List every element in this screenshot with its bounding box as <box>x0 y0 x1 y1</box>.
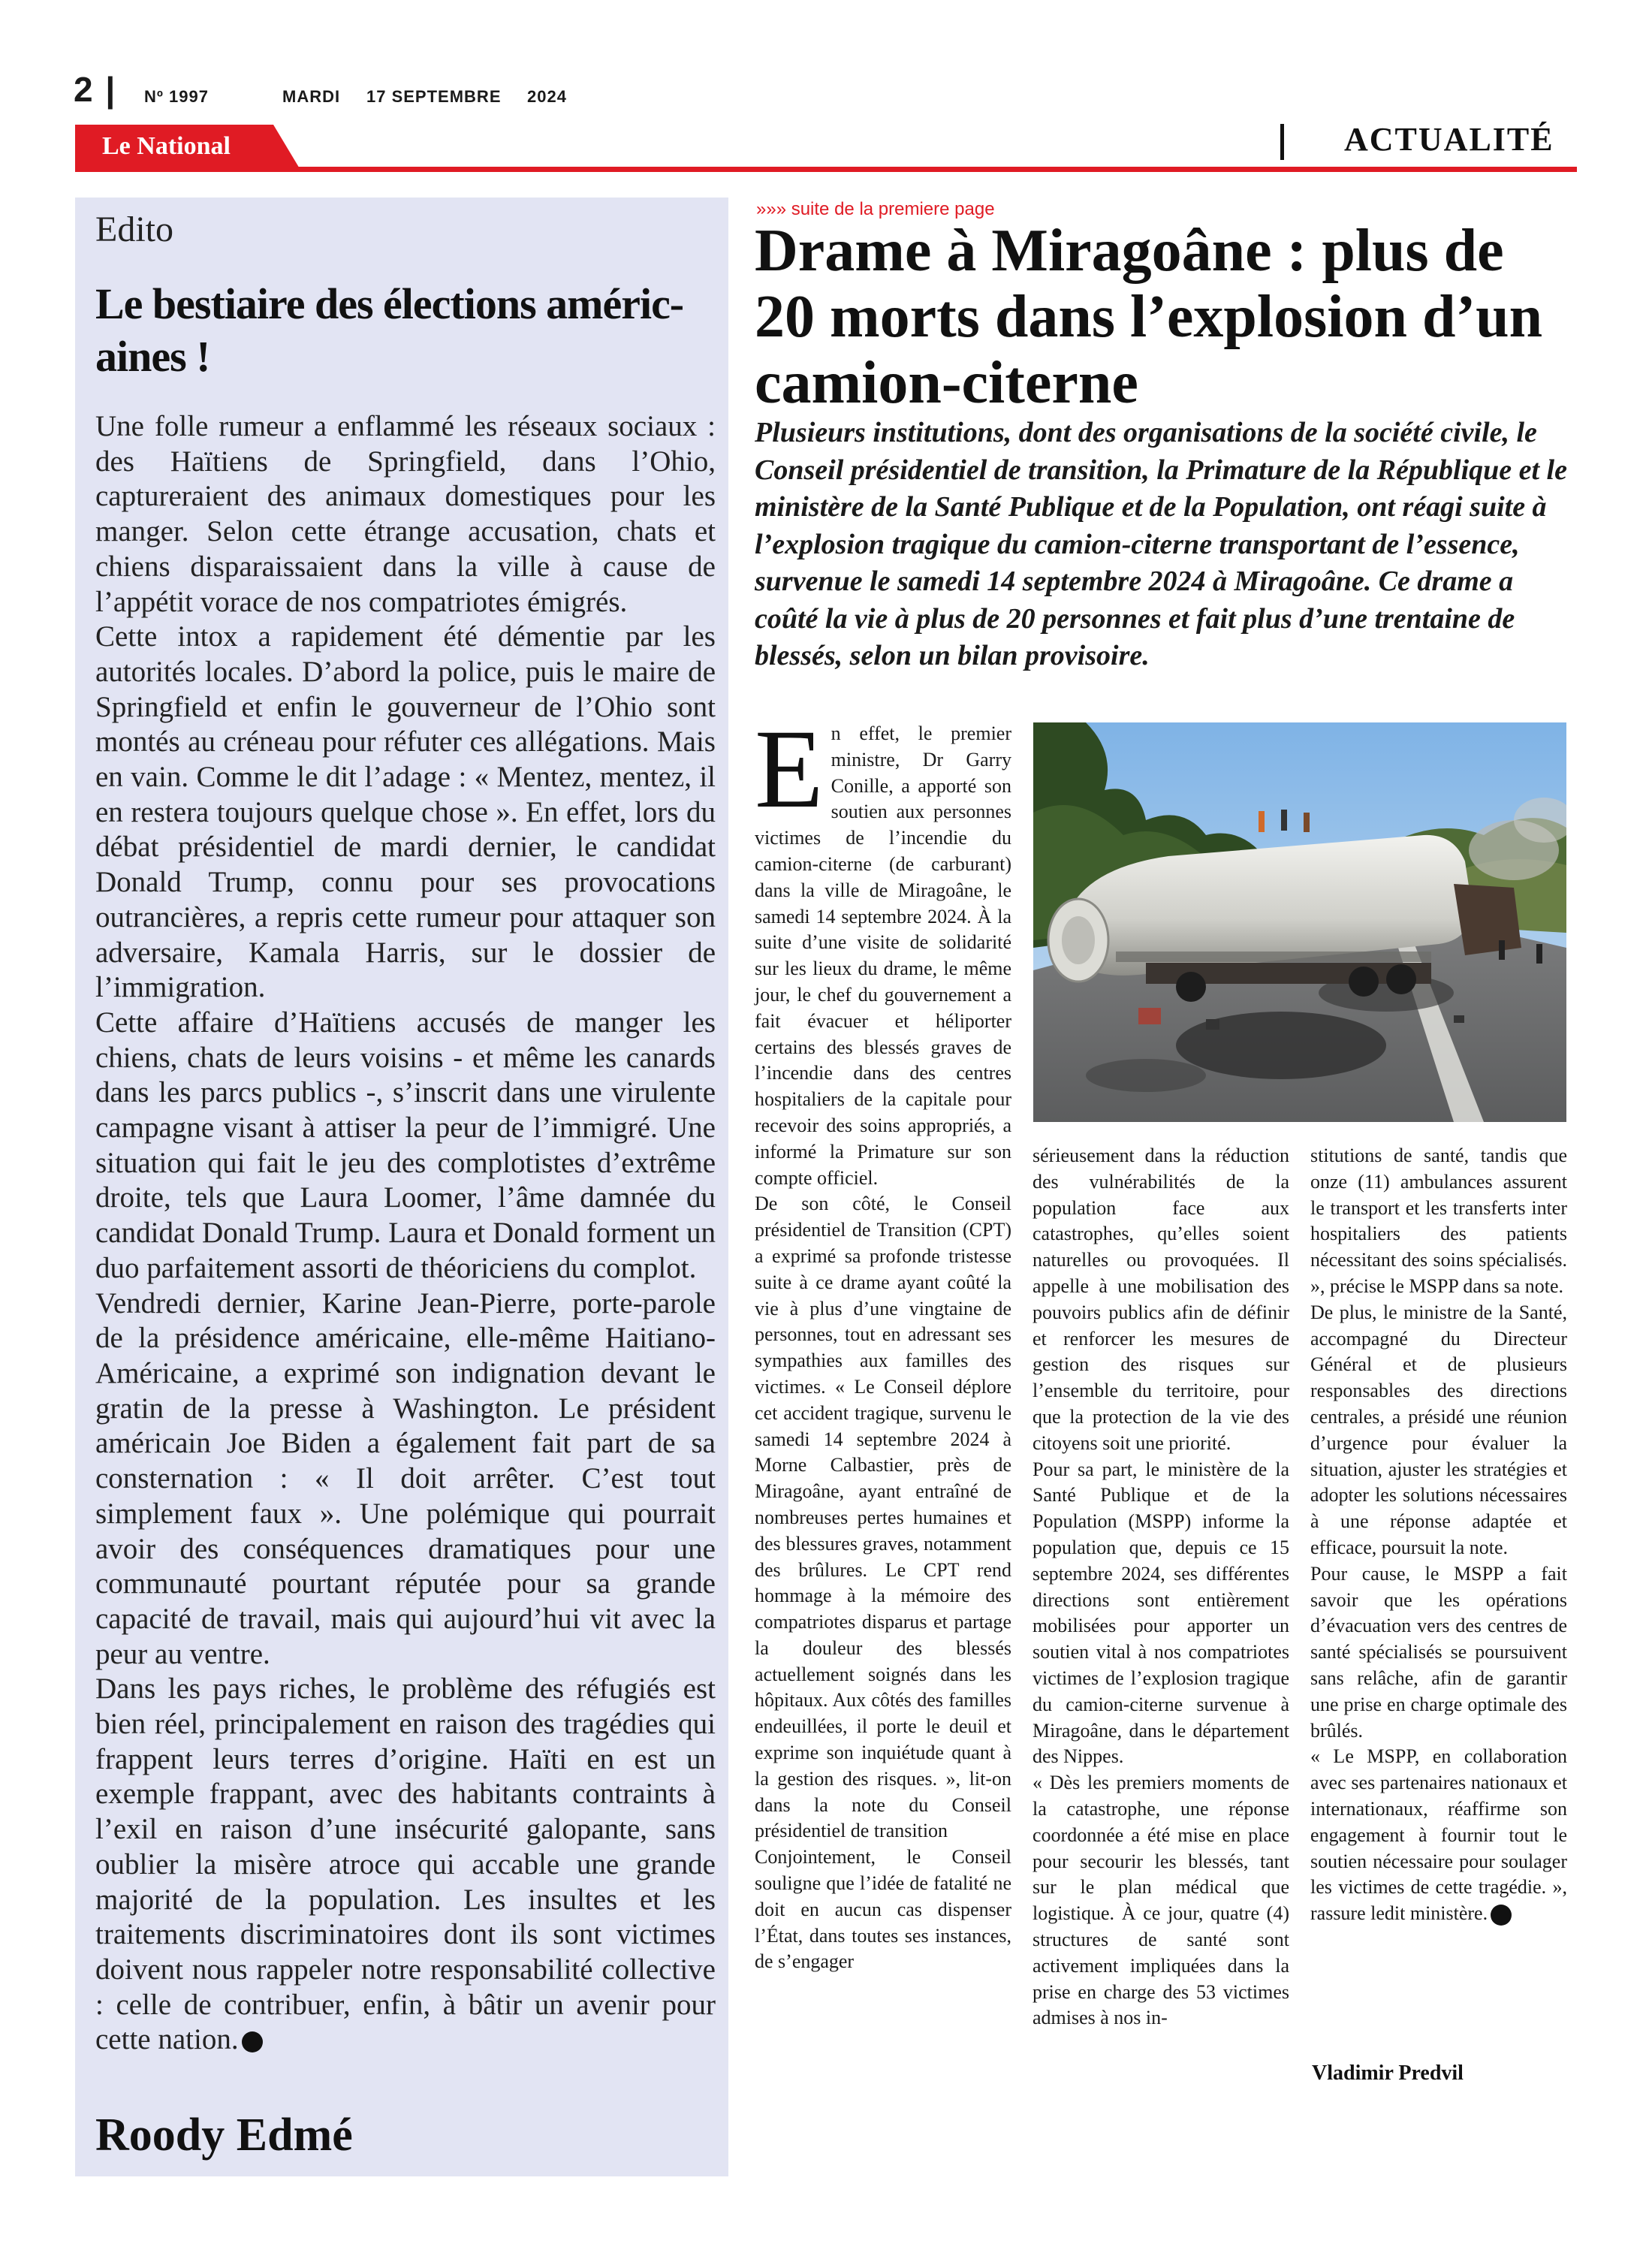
article-column-2 <box>1032 1143 1289 2031</box>
edito-paragraph: Vendredi dernier, Karine Jean-Pierre, porte-parole de la présidence américaine, elle-même Haitiano-Américaine, a exprimé son indignation devant le gratin de la presse à Washington. Le président américain Joe Biden a également fait part de sa consternation : « Il doit arrêter. C’est tout simplement faux ». Une polémique qui pourrait avoir des conséquences dramatiques pour une communauté pourtant réputée pour sa grande capacité de travail, mais qui aujourd’hui vit avec la peur au ventre. <box>95 1286 716 1670</box>
article-lead: Plusieurs institutions, dont des organisations de la société civile, le Conseil présidentiel de transition, la Primature de la République et le ministère de la Santé Publique et de la Population, ont réagi suite à l’explosion tragique du camion-citerne transportant de l’essence, survenue le samedi 14 septembre 2024 à Miragoâne. Ce drame a coûté la vie à plus de 20 personnes et fait plus d’une trentaine de blessés, selon un bilan provisoire. <box>755 417 1567 671</box>
article-photo <box>1033 722 1566 1122</box>
edito-author: Roody Edmé <box>95 2110 353 2161</box>
edito-paragraph: Cette affaire d’Haïtiens accusés de manger les chiens, chats de leurs voisins - et même les canards dans les parcs publics -, s’inscrit dans une virulente campagne visant à attiser la peur de l’immigré. Une situation qui fait le jeu des complotistes d’extrême droite, tels que Laura Loomer, l’âme damnée du candidat Donald Trump. Laura et Donald forment un duo parfaitement assorti de théoriciens du complot. <box>95 1006 716 1284</box>
edito-body <box>95 409 716 2058</box>
article-paragraph: En effet, le premier ministre, Dr Garry Conille, a apporté son soutien aux personnes victimes de l’incendie du camion-citerne (de carburant) dans la ville de Miragoâne, le samedi 14 septembre 2024. À la suite d’une visite de solidarité sur les lieux du drame, le même jour, le chef du gouvernement a fait évacuer et héliporter certains des blessés graves de l’incendie dans des centres hospitaliers de la capitale pour recevoir des soins appropriés, a informé la Primature sur son compte officiel. <box>755 707 1011 1189</box>
article-byline: Vladimir Predvil <box>1312 2061 1464 2085</box>
tanker-scene-image <box>1033 722 1566 1122</box>
article-paragraph: stitutions de santé, tandis que onze (11) ambulances assurent le transport et les transferts inter hospitaliers des patients nécessitant des soins spécialisés. », précise le MSPP dans sa note. <box>1310 1145 1567 1297</box>
article-paragraph: Conjointement, le Conseil souligne que l’idée de fatalité ne doit en aucun cas dispenser l’État, dans toutes ses instances, de s’engager <box>755 1846 1011 1973</box>
page-number: 2 | <box>74 70 117 109</box>
brand-name: Le National <box>102 132 231 160</box>
edito-paragraph: Une folle rumeur a enflammé les réseaux sociaux : des Haïtiens de Springfield, dans l’Ohio, captureraient des animaux domestiques pour les manger. Selon cette étrange accusation, chats et chiens disparaissaient dans la ville à cause de l’appétit vorace de nos compatriotes émigrés. <box>95 410 716 618</box>
edito-title: Le bestiaire des élections améric-aines ! <box>95 279 684 381</box>
article-paragraph: De plus, le ministre de la Santé, accompagné du Directeur Général et de plusieurs responsables des directions centrales, a présidé une réunion d’urgence pour évaluer la situation, ajuster les stratégies et adopter les solutions nécessaires à une réponse adaptée et efficace, poursuit la note. <box>1310 1301 1567 1558</box>
issue-date: 17 SEPTEMBRE <box>366 87 502 106</box>
edito-label: Edito <box>95 210 173 249</box>
article-paragraph: Pour cause, le MSPP a fait savoir que les opérations d’évacuation vers des centres de santé spécialisés se poursuivent sans relâche, afin de garantir une prise en charge optimale des brûlés. <box>1310 1562 1567 1742</box>
article-paragraph: « Dès les premiers moments de la catastrophe, une réponse coordonnée a été mise en place pour secourir les blessés, tant sur le plan médical que logistique. À ce jour, quatre (4) structures de santé sont activement impliquées dans la prise en charge des 53 victimes admises à nos in- <box>1032 1772 1289 2029</box>
end-mark-icon <box>1491 1905 1512 1926</box>
drop-cap: E <box>755 707 824 831</box>
article-paragraph: Pour sa part, le ministère de la Santé Publique et de la Population (MSPP) informe la population que, depuis ce 15 septembre 2024, ses différentes directions sont entièrement mobilisées pour apporter un soutien vital à nos compatriotes victimes de l’explosion tragique du camion-citerne survenue à Miragoâne, dans le département des Nippes. <box>1032 1458 1289 1768</box>
article-paragraph: « Le MSPP, en collaboration avec ses partenaires nationaux et internationaux, réaffirme son engagement à fournir tout le soutien nécessaire pour soulager les victimes de cette tragédie. », rassure ledit ministère. <box>1310 1744 1567 1927</box>
section-label: ACTUALITÉ <box>1344 121 1554 158</box>
section-separator <box>1280 124 1284 160</box>
end-mark-icon <box>242 2031 263 2052</box>
article-paragraph: De son côté, le Conseil présidentiel de Transition (CPT) a exprimé sa profonde tristesse suite à ce drame ayant coûté la vie à plus d’une vingtaine de personnes, tout en adressant ses sympathies aux familles des victimes. « Le Conseil déplore cet accident tragique, survenu le samedi 14 septembre 2024 à Morne Calbastier, près de Miragoâne, ayant entraîné de nombreuses pertes humaines et des blessures graves, notamment des brûlures. Le CPT rend hommage à la mémoire des compatriotes disparus et partage la douleur des blessés actuellement soignés dans les hôpitaux. Aux côtés des familles endeuillées, il porte le deuil et exprime son inquiétude quant à la gestion des risques. », lit-on dans la note du Conseil présidentiel de transition <box>755 1193 1011 1842</box>
issue-number: Nº 1997 <box>144 87 209 106</box>
article-column-1 <box>755 707 1011 1975</box>
issue-year: 2024 <box>527 87 567 106</box>
article-title: Drame à Miragoâne : plus de 20 morts dans l’explosion d’un camion-citerne <box>755 218 1543 416</box>
article-paragraph: sérieusement dans la réduction des vulnérabilités de la population face aux catastrophes, qu’elles soient naturelles ou provoquées. Il appelle à une mobilisation des pouvoirs publics afin de définir et renforcer les mesures de gestion des risques sur l’ensemble du territoire, pour que la protection de la vie des citoyens soit une priorité. <box>1032 1145 1289 1454</box>
article-column-3 <box>1310 1143 1567 1927</box>
header-rule <box>75 167 1577 172</box>
edito-paragraph: Cette intox a rapidement été démentie par les autorités locales. D’abord la police, puis le maire de Springfield et enfin le gouverneur de l’Ohio sont montés au créneau pour réfuter ces allégations. Mais en vain. Comme le dit l’adage : « Mentez, mentez, il en restera toujours quelque chose ». En effet, lors du débat présidentiel de mardi dernier, le candidat Donald Trump, connu pour ses provocations outrancières, a repris cette rumeur pour attaquer son adversaire, Kamala Harris, sur le dossier de l’immigration. <box>95 620 716 1004</box>
continuation-note: »»» suite de la premiere page <box>756 199 995 219</box>
edito-paragraph: Dans les pays riches, le problème des réfugiés est bien réel, principalement en raison des tragédies qui frappent leurs terres d’origine. Haïti en est un exemple frappant, avec des habitants contraints à l’exil en raison d’une insécurité galopante, sans oublier la misère atroce qui accable une grande majorité de la population. Les insultes et les traitements discriminatoires dont ils sont victimes doivent nous rappeler notre responsabilité collective : celle de contribuer, enfin, à bâtir un avenir pour cette nation. <box>95 1672 716 2056</box>
issue-day: MARDI <box>282 87 341 106</box>
